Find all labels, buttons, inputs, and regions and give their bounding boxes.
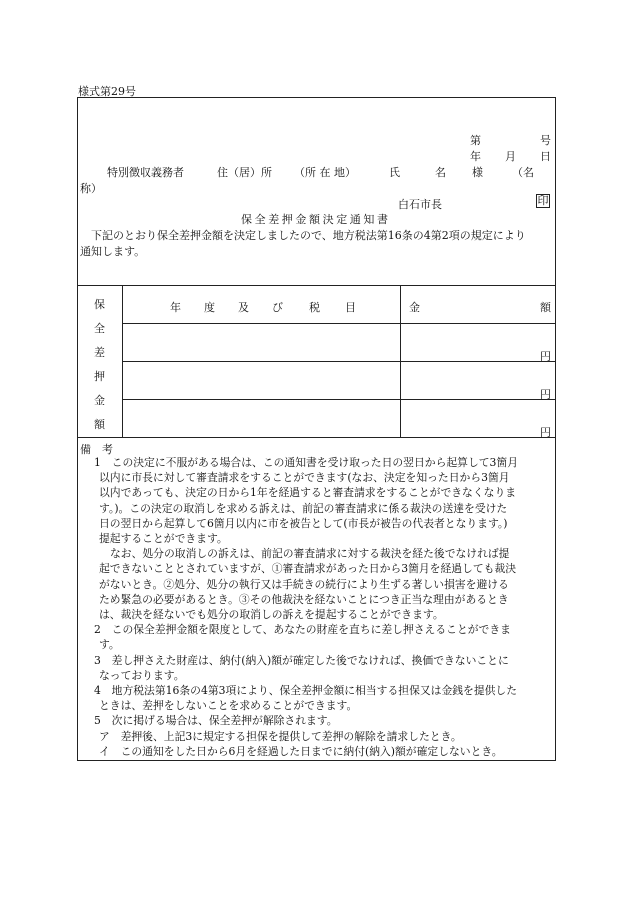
location-label: （所 在 地） [294,166,356,179]
entity-name-label-close: 称） [80,182,102,195]
notice-body-line-1: 下記のとおり保全差押金額を決定しましたので、地方税法第16条の4第2項の規定により [91,229,526,242]
table-row-divider [122,361,556,362]
row-label-char: 額 [94,418,105,431]
header-amount-char-2: 額 [540,301,551,314]
notes-line: 2 この保全差押金額を限度として、あなたの財産を直ちに差し押さえることができま [94,623,511,637]
date-day-label: 日 [540,150,551,163]
name-label-1: 氏 [389,166,400,179]
notes-line: 以内であっても、決定の日から1年を経過すると審査請求をすることができなくなりま [99,486,517,500]
date-year-label: 年 [470,150,481,163]
table-row-divider [122,399,556,400]
address-label: 住（居）所 [217,166,272,179]
issuer: 白石市長 [398,198,442,211]
row-yen-unit: 円 [540,350,551,363]
entity-name-label-open: （名 [512,166,534,179]
notice-title: 保全差押金額決定通知書 [241,213,391,226]
row-yen-unit: 円 [540,388,551,401]
table-bottom-border [77,437,556,438]
notes-line: 1 この決定に不服がある場合は、この通知書を受け取った日の翌日から起算して3箇月 [94,456,519,469]
notes-line: 3 差し押さえた財産は、納付(納入)額が確定した後でなければ、換価できないことに [94,653,509,667]
number-label-go: 号 [540,134,551,147]
date-month-label: 月 [505,150,516,163]
notes-line-last: イ この通知をした日から6月を経過した日までに納付(納入)額が確定しないとき。 [99,744,503,758]
row-label-char: 全 [94,322,105,335]
header-year-tax-char: 税 [309,301,320,314]
notes-heading: 備 考 [80,443,113,456]
header-year-tax-char: 度 [204,301,215,314]
seal-mark: 印 [537,194,549,207]
notes-line: ア 差押後、上記3に規定する担保を提供して差押の解除を請求したとき。 [99,729,462,743]
header-year-tax-char: び [272,301,283,314]
notes-line: 以内に市長に対して審査請求をすることができます(なお、決定を知った日から3箇月 [99,471,510,485]
table-top-border [77,285,556,286]
honorific: 様 [472,166,483,179]
notes-line: 4 地方税法第16条の4第3項により、保全差押金額に相当する担保又は金銭を提供した [94,684,518,697]
notes-line: 起できないこととされていますが、①審査請求があった日から3箇月を経過しても裁決 [99,562,517,576]
row-label-char: 金 [94,394,105,407]
notes-line: は、裁決を経ないでも処分の取消しの訴えを提起することができます。 [99,608,444,621]
notes-line: ため緊急の必要があるとき。③その他裁決を経ないことにつき正当な理由があるとき [99,592,509,606]
name-label-2: 名 [435,166,446,179]
row-label-char: 差 [94,346,105,359]
row-label-char: 保 [94,298,105,311]
row-label-char: 押 [94,370,105,383]
form-number: 様式第29号 [78,85,136,98]
notes-line: 日の翌日から起算して6箇月以内に市を被告として(市長が被告の代表者となります。) [99,516,508,530]
notes-line: なっております。 [99,668,185,682]
notes-line: なお、処分の取消しの訴えは、前記の審査請求に対する裁決を経た後でなければ提 [110,547,510,561]
notes-line: がないとき。②処分、処分の執行又は手続きの続行により生ずる著しい損害を避ける [99,577,509,591]
header-year-tax-char: 目 [345,301,356,314]
header-year-tax-char: 年 [170,301,181,314]
notes-line: 提起することができます。 [99,532,228,545]
header-year-tax-char: 及 [238,301,249,314]
notice-body-line-2: 通知します。 [80,245,146,258]
header-amount-char-1: 金 [409,301,420,314]
number-label-dai: 第 [470,134,481,147]
notes-line: す。)。この決定の取消しを求める訴えは、前記の審査請求に係る裁決の送達を受けた [99,501,508,515]
notes-line: 5 次に掲げる場合は、保全差押が解除されます。 [94,714,338,728]
notes-line: す。 [99,638,120,652]
table-header-divider [122,323,556,324]
recipient-role: 特別徴収義務者 [107,166,184,179]
notes-line: ときは、差押をしないことを求めることができます。 [99,699,358,713]
row-yen-unit: 円 [540,426,551,439]
